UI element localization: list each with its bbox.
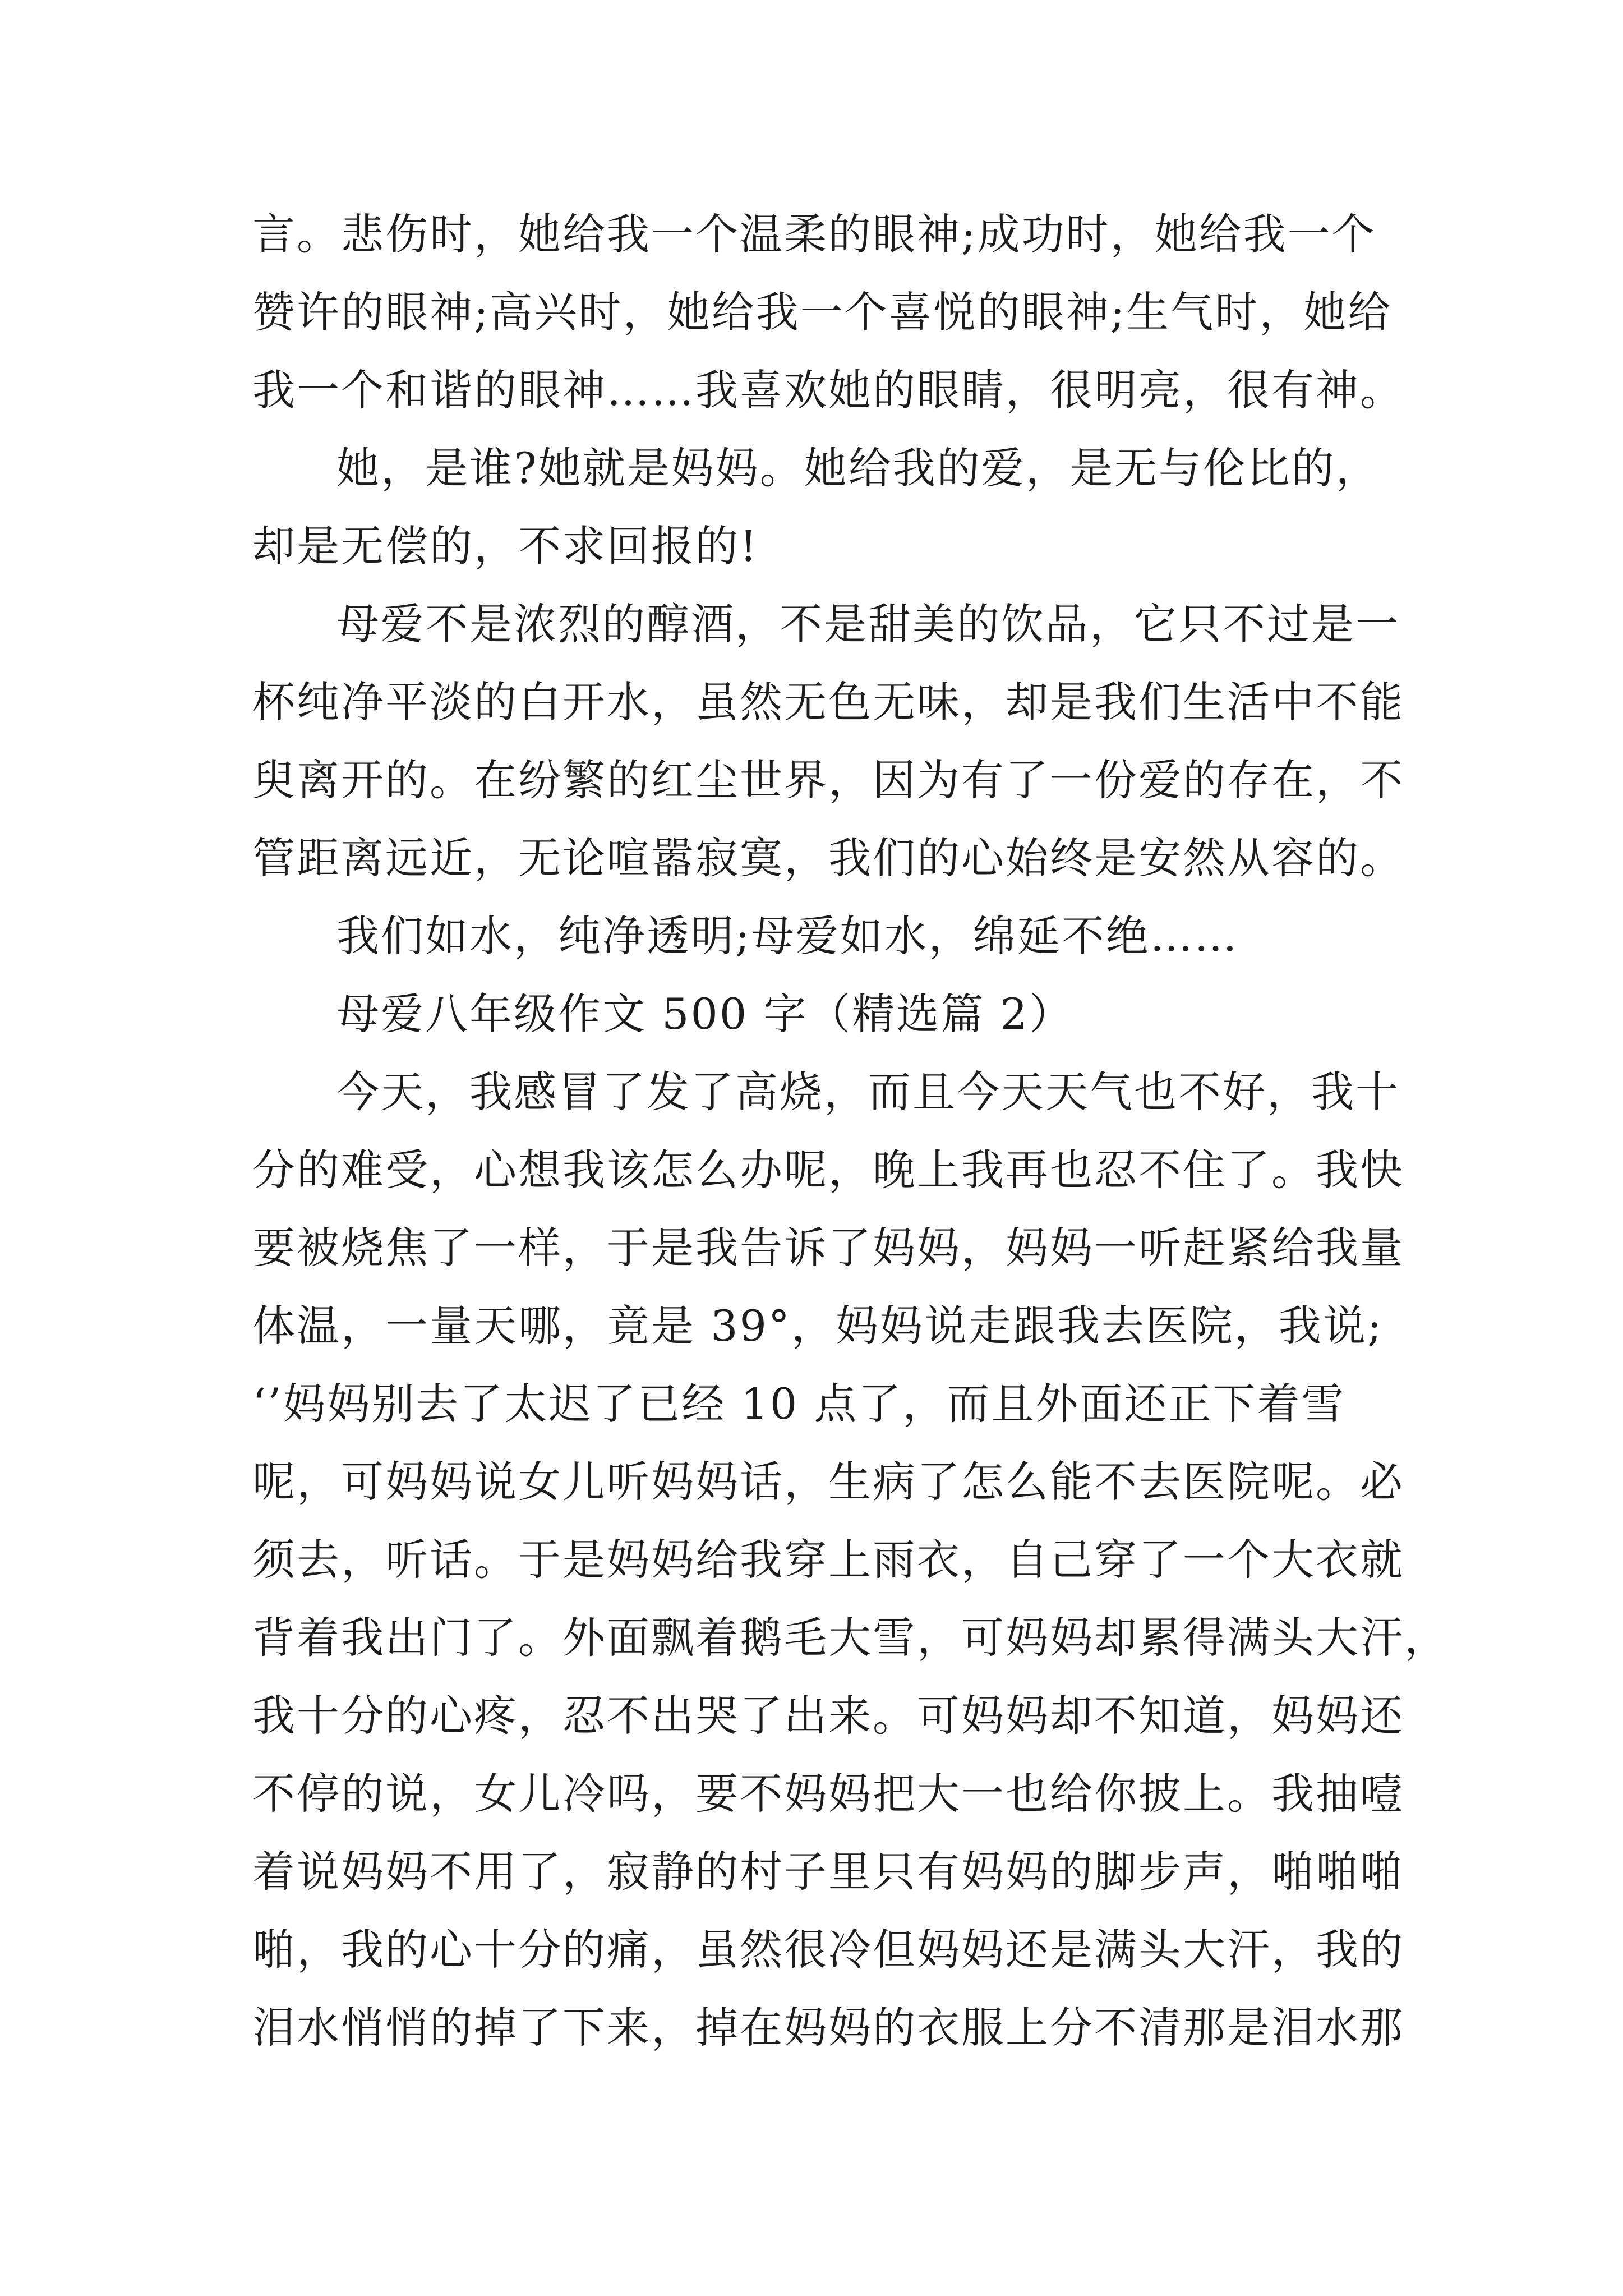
text-line: 却是无偿的，不求回报的!: [252, 521, 759, 571]
text-line: 我一个和谐的眼神……我喜欢她的眼睛，很明亮，很有神。: [252, 365, 1404, 415]
section-heading: 母爱八年级作文 500 字（精选篇 2）: [336, 989, 1073, 1039]
text-line: 要被烧焦了一样，于是我告诉了妈妈，妈妈一听赶紧给我量: [252, 1223, 1404, 1273]
text-line: 体温，一量天哪，竟是 39°，妈妈说走跟我去医院，我说;: [252, 1301, 1384, 1351]
paragraph-start-line: 她，是谁?她就是妈妈。她给我的爱，是无与伦比的，: [336, 443, 1380, 493]
text-line: 不停的说，女儿冷吗，要不妈妈把大一也给你披上。我抽噎: [252, 1769, 1404, 1819]
text-line: 着说妈妈不用了，寂静的村子里只有妈妈的脚步声，啪啪啪: [252, 1847, 1404, 1897]
paragraph-start-line: 母爱不是浓烈的醇酒，不是甜美的饮品，它只不过是一: [336, 599, 1400, 649]
text-line: 管距离远近，无论喧嚣寂寞，我们的心始终是安然从容的。: [252, 833, 1404, 883]
text-line: 臾离开的。在纷繁的红尘世界，因为有了一份爱的存在，不: [252, 755, 1404, 805]
text-line: 啪，我的心十分的痛，虽然很冷但妈妈还是满头大汗，我的: [252, 1925, 1404, 1975]
text-line: 杯纯净平淡的白开水，虽然无色无味，却是我们生活中不能: [252, 677, 1404, 727]
paragraph-start-line: 今天，我感冒了发了高烧，而且今天天气也不好，我十: [336, 1067, 1400, 1117]
text-line: 泪水悄悄的掉了下来，掉在妈妈的衣服上分不清那是泪水那: [252, 2003, 1404, 2053]
text-line: 呢，可妈妈说女儿听妈妈话，生病了怎么能不去医院呢。必: [252, 1457, 1404, 1507]
text-line: 须去，听话。于是妈妈给我穿上雨衣，自己穿了一个大衣就: [252, 1535, 1404, 1585]
text-line: 言。悲伤时，她给我一个温柔的眼神;成功时，她给我一个: [252, 209, 1376, 259]
text-line: 背着我出门了。外面飘着鹅毛大雪，可妈妈却累得满头大汗，: [252, 1613, 1449, 1663]
text-line: ‘’妈妈别去了太迟了已经 10 点了，而且外面还正下着雪: [252, 1379, 1346, 1429]
text-line: 赞许的眼神;高兴时，她给我一个喜悦的眼神;生气时，她给: [252, 287, 1393, 337]
paragraph-start-line: 我们如水，纯净透明;母爱如水，绵延不绝……: [336, 911, 1239, 961]
text-line: 我十分的心疼，忍不出哭了出来。可妈妈却不知道，妈妈还: [252, 1691, 1404, 1741]
text-line: 分的难受，心想我该怎么办呢，晚上我再也忍不住了。我快: [252, 1145, 1404, 1195]
